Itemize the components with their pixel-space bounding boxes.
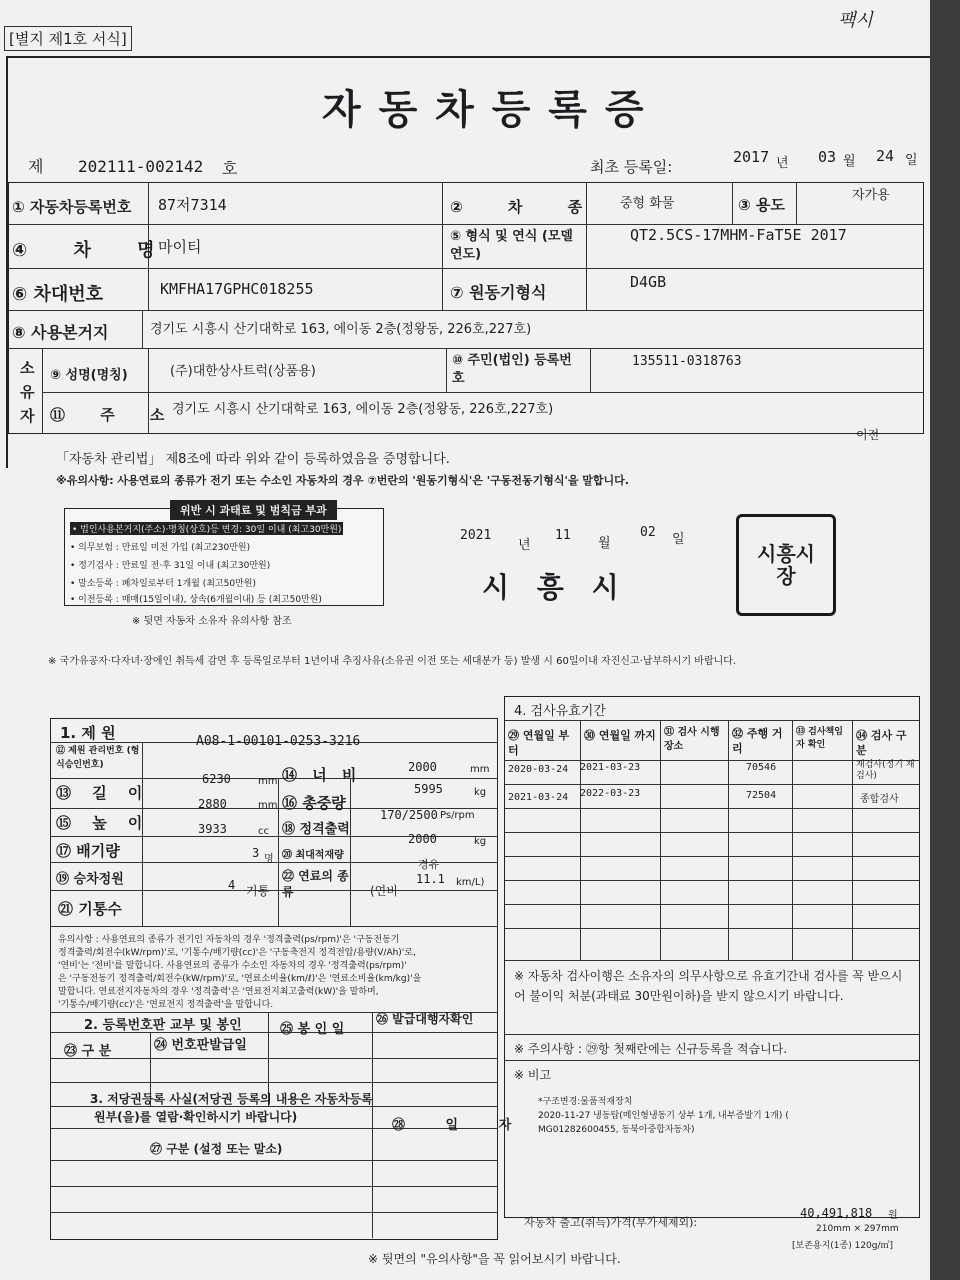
length-value: 6230 (202, 772, 231, 786)
cylinders-unit: 기통 (246, 884, 270, 898)
owner-side-label: 소유자 (20, 359, 35, 425)
inspection-col-from: ㉙ 연월일 부터 (508, 729, 570, 757)
payload-unit: kg (474, 836, 487, 847)
displacement-label: ⑰ 배기량 (56, 842, 120, 860)
plate-col-seal-date: ㉕ 봉 인 일 (280, 1022, 345, 1037)
payload-value: 2000 (408, 832, 437, 846)
height-unit: mm (258, 800, 278, 811)
first-reg-day: 24 (876, 147, 895, 165)
inspection-row-to: 2021-03-23 (580, 762, 641, 773)
remarks-label: ※ 비고 (514, 1068, 552, 1082)
base-label: ⑧ 사용본거지 (12, 323, 109, 342)
inspection-col-confirm: ㉝ 검사책임자 확인 (796, 727, 843, 750)
issue-year-unit: 년 (518, 538, 531, 553)
width-unit: mm (470, 764, 490, 775)
height-label: ⑮ 높 이 (56, 814, 143, 832)
paper-size: 210mm × 297mm (816, 1224, 899, 1234)
efficiency-label: (연비 (370, 884, 398, 898)
doc-no-prefix: 제 (28, 157, 44, 176)
issue-day: 02 (640, 525, 656, 540)
inspection-row-distance: 72504 (746, 790, 777, 801)
reg-no: 87저7314 (158, 196, 227, 214)
specs-note-line: 은 '구동전동기 정격출력/회전수(kW/rpm)'로, '연료소비율(km/ℓ)'은 '연료소비율(km/kg)'을 (58, 974, 422, 984)
specs-note-line: '기통수/배기량(cc)'은 '연료전지 정격출력'을 말합니다. (58, 1000, 274, 1010)
power-value: 170/2500 (380, 808, 438, 822)
name-label: ④ 차 명 (12, 240, 155, 261)
penalty-item: • 말소등록 : 폐차일로부터 1개월 (최고50만원) (70, 579, 256, 589)
cylinders-label: ㉑ 기통수 (58, 900, 122, 918)
mortgage-col-date: ㉘ 일 자 (392, 1118, 512, 1133)
fuel-notice: ※유의사항: 사용연료의 종류가 전기 또는 수소인 자동차의 경우 ⑦번란의 '원동기형식'은 '구동전동기형식'을 말합니다. (56, 474, 629, 487)
height-value: 2880 (198, 797, 227, 811)
penalty-header: 위반 시 과태료 및 범칙금 부과 (170, 500, 337, 520)
mortgage-title: 3. 저당권등록 사실(저당권 등록의 내용은 자동차등록 (90, 1092, 373, 1106)
inspection-col-distance: ㉜ 주행 거리 (732, 727, 783, 755)
use-label: ③ 용도 (738, 196, 785, 214)
gross-label: ⑯ 총중량 (282, 794, 346, 812)
inspection-row-from: 2020-03-24 (508, 764, 569, 775)
first-reg-day-unit: 일 (905, 153, 918, 168)
name-value: 마이티 (158, 238, 202, 256)
vin-value: KMFHA17GPHC018255 (160, 280, 314, 298)
inspection-col-type: ㉞ 검사 구분 (856, 729, 907, 757)
paper-type: [보존용지(1종) 120g/㎡] (792, 1241, 894, 1251)
penalty-item: • 법인사용본거지(주소)·명칭(상호)등 변경: 30일 이내 (최고30만원) (70, 522, 343, 535)
inspection-col-place: ㉛ 검사 시행장소 (664, 727, 720, 752)
specs-note-line: 정격출력/회전수(kW/rpm)'로, '기통수/배기량(cc)'은 '구동축전지 정격전압/용량(V/Ah)'로, (58, 948, 416, 958)
issue-month-unit: 월 (598, 536, 611, 551)
mortgage-col-type: ㉗ 구분 (설정 또는 말소) (150, 1142, 283, 1156)
displacement-value: 3933 (198, 822, 227, 836)
first-reg-year: 2017 (733, 148, 770, 166)
inspection-notice: ※ 자동차 검사이행은 소유자의 의무사항으로 유효기간내 검사를 꼭 받으시어 불이익 처분(과태료 30만원이하)을 받지 않으시기 바랍니다. (514, 969, 903, 1003)
seats-value: 3 (252, 846, 260, 860)
back-note: ※ 뒷면의 "유의사항"을 꼭 읽어보시기 바랍니다. (368, 1252, 621, 1266)
certification-statement: 「자동차 관리법」 제8조에 따라 위와 같이 등록하였음을 증명합니다. (56, 452, 450, 467)
inspection-row-from: 2021-03-24 (508, 792, 569, 803)
remarks-line: *구조변경:물품적재장치 (538, 1097, 633, 1107)
power-unit: Ps/rpm (440, 810, 475, 821)
specs-note-line: 말합니다. 연료전지자동차의 경우 '정격출력'은 '연료전지최고출력(kW)'을 말하며, (58, 987, 379, 997)
efficiency-value: 11.1 (416, 872, 445, 886)
transfer-note: 이전 (856, 428, 880, 442)
fuel-label: ㉒ 연료의 종류 (282, 869, 349, 899)
engine-value: D4GB (630, 273, 667, 291)
inspection-row-distance: 70546 (746, 762, 777, 773)
use-value: 자가용 (852, 188, 890, 203)
plate-col-agent: ㉖ 발급대행자확인 (376, 1012, 474, 1026)
first-reg-label: 최초 등록일: (590, 158, 673, 176)
penalty-item: • 정기검사 : 만료일 전·후 31일 이내 (최고30만원) (70, 561, 271, 571)
base-value: 경기도 시흥시 산기대학로 163, 에이동 2층(정왕동, 226호,227호) (150, 322, 532, 337)
doc-no-suffix: 호 (222, 159, 238, 178)
issuer-name: 시 흥 시 (482, 571, 619, 604)
first-reg-year-unit: 년 (776, 156, 789, 171)
background-table-edge (930, 0, 960, 1280)
displacement-unit: cc (258, 826, 269, 837)
model-label: ⑤ 형식 및 연식 (모델연도) (450, 229, 573, 262)
plate-col-issue-date: ㉔ 번호판발급일 (154, 1038, 247, 1053)
first-reg-month-unit: 월 (843, 154, 856, 169)
inspection-title: 4. 검사유효기간 (514, 704, 606, 719)
cylinders-value: 4 (228, 878, 236, 892)
inspection-row-type: 재검사(정기 재검사) (856, 760, 915, 781)
reduction-note: ※ 국가유공자·다자녀·장애인 취득세 감면 후 등록일로부터 1년이내 추징사유(소유권 이전 또는 세대분가 등) 발생 시 60일이내 자진신고·납부하시기 바랍니다. (48, 656, 737, 667)
specs-note-line: 유의사항 : 사용연료의 종류가 전기인 자동차의 경우 '정격출력(ps/rpm)'은 '구동전동기 (58, 935, 400, 945)
inspection-row-type: 종합검사 (860, 794, 899, 805)
form-label: [별지 제1호 서식] (4, 26, 132, 51)
first-reg-month: 03 (818, 148, 837, 166)
official-seal (736, 514, 836, 616)
spec-no-value: A08-1-00101-0253-3216 (196, 734, 361, 749)
type-value: 중형 화물 (620, 196, 675, 211)
fuel-value: 경유 (418, 858, 440, 871)
corp-no-value: 135511-0318763 (632, 354, 742, 369)
vin-label: ⑥ 차대번호 (12, 284, 104, 305)
issue-month: 11 (555, 528, 571, 543)
issue-year: 2021 (460, 528, 492, 543)
mortgage-title-2: 원부(을)를 열람·확인하시기 바랍니다) (94, 1110, 298, 1124)
spec-no-label: ⑫ 제원 관리번호 (형식승인번호) (56, 746, 140, 770)
length-unit: mm (258, 776, 278, 787)
engine-label: ⑦ 원동기형식 (450, 283, 547, 302)
addr-label: ⑪ 주 소 (50, 406, 165, 424)
seats-label: ⑲ 승차정원 (56, 872, 124, 887)
seats-unit: 명 (264, 854, 274, 865)
gross-value: 5995 (414, 782, 443, 796)
specs-note-line: '연비'는 '전비'를 말합니다. 사용연료의 종류가 수소인 자동차의 경우 '정격출력(ps/rpm)' (58, 961, 407, 971)
reg-no-label: ① 자동차등록번호 (12, 198, 132, 216)
owner-name-label: ⑨ 성명(명칭) (50, 368, 128, 383)
inspection-row-to: 2022-03-23 (580, 788, 641, 799)
seal-text: 시흥시장 (757, 542, 815, 588)
penalty-item: • 의무보험 : 만료일 미전 가입 (최고230만원) (70, 543, 251, 553)
doc-no: 202111-002142 (78, 157, 204, 176)
width-value: 2000 (408, 760, 437, 774)
page-title: 자 동 차 등 록 증 (322, 86, 646, 133)
plate-title: 2. 등록번호판 교부 및 봉인 (84, 1018, 242, 1033)
width-label: ⑭ 너 비 (282, 766, 357, 784)
specs-title: 1. 제 원 (60, 724, 116, 742)
penalty-ref: ※ 뒷면 자동차 소유자 유의사항 참조 (132, 616, 292, 627)
owner-name-value: (주)대한상사트럭(상품용) (170, 364, 316, 379)
penalty-item: • 이전등록 : 매매(15일이내), 상속(6개월이내) 등 (최고50만원) (70, 595, 322, 605)
model-value: QT2.5CS-17MHM-FaT5E 2017 (630, 226, 847, 244)
power-label: ⑱ 정격출력 (282, 822, 350, 837)
price-unit: 원 (888, 1210, 898, 1221)
length-label: ⑬ 길 이 (56, 784, 143, 802)
plate-col-type: ㉓ 구 분 (64, 1044, 112, 1059)
remarks-line: 2020-11-27 냉동탑(메인형냉동기 상부 1개, 내부증발기 1개) ( (538, 1111, 789, 1121)
type-label: ② 차 종 (450, 198, 583, 216)
efficiency-unit: km/L) (456, 877, 485, 888)
handwritten-note: 팩시 (838, 10, 873, 31)
issue-day-unit: 일 (672, 532, 685, 547)
remarks-line: MG01282600455, 동북아중합자동차) (538, 1125, 695, 1135)
price-label: 자동차 출고(취득)가격(부가세제외): (524, 1216, 698, 1229)
inspection-col-to: ㉚ 연월일 까지 (584, 729, 656, 742)
payload-label: ⑳ 최대적재량 (282, 850, 344, 861)
addr-value: 경기도 시흥시 산기대학로 163, 에이동 2층(정왕동, 226호,227호) (172, 402, 554, 417)
corp-no-label: ⑩ 주민(법인) 등록번호 (452, 353, 572, 386)
registration-grid (8, 182, 924, 434)
inspection-caution: ※ 주의사항 : ㉙항 첫째란에는 신규등록을 적습니다. (514, 1042, 788, 1056)
gross-unit: kg (474, 787, 487, 798)
price-value: 40,491,818 (800, 1206, 873, 1220)
